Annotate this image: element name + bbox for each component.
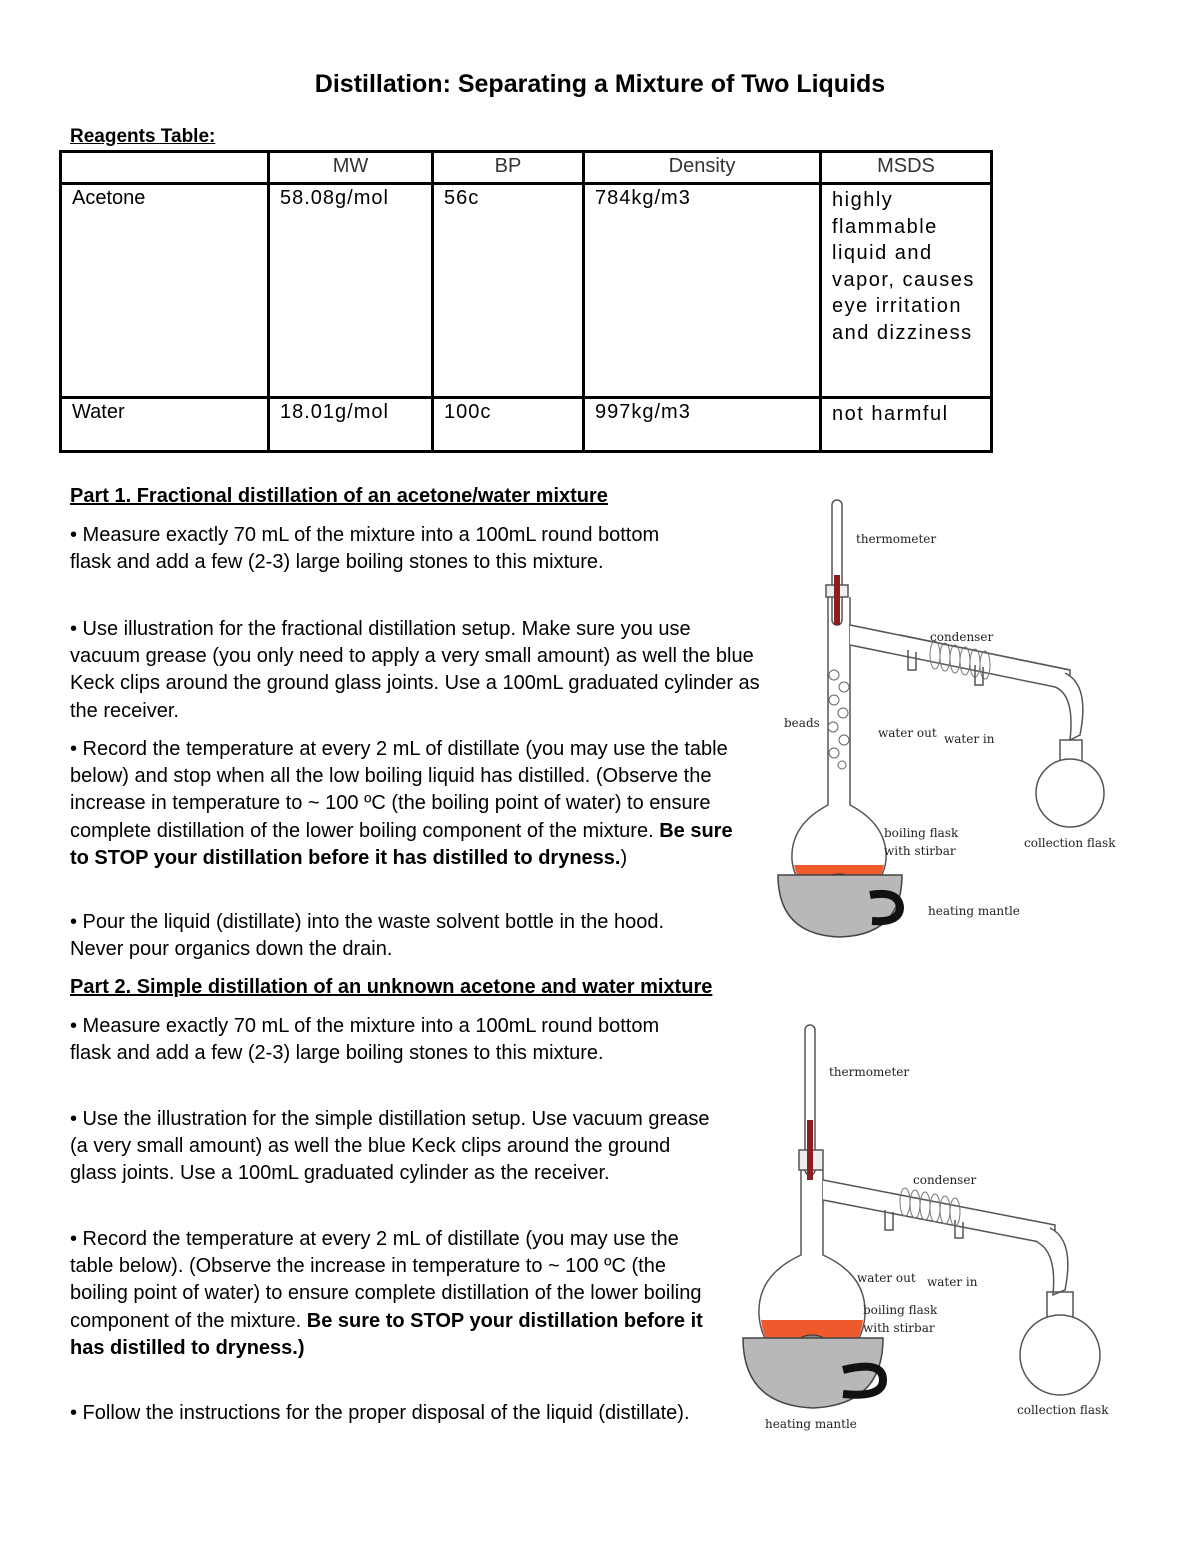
label-water-out: water out	[857, 1271, 916, 1285]
header-cell: MSDS	[821, 152, 992, 184]
part2-bullet-4: • Follow the instructions for the proper disposal of the liquid (distillate).	[70, 1402, 690, 1424]
part2-bullet-3	[70, 1226, 720, 1362]
label-collection-flask: collection flask	[1024, 836, 1116, 850]
part1-bullet-3	[70, 736, 750, 872]
label-water-out: water out	[878, 726, 937, 740]
part2-bullet-1: • Measure exactly 70 mL of the mixture into a 100mL round bottom flask and add a few (2-3) large boiling stones to this mixture.	[70, 1015, 660, 1065]
part2-heading: Part 2. Simple distillation of an unknown acetone and water mixture	[70, 976, 713, 998]
label-heating-mantle: heating mantle	[928, 904, 1020, 918]
label-collection-flask: collection flask	[1017, 1403, 1109, 1417]
label-heating-mantle: heating mantle	[765, 1417, 857, 1431]
reagent-name: Water	[61, 398, 269, 452]
label-thermometer: thermometer	[829, 1065, 910, 1079]
part1-bullet-3-tail: )	[620, 846, 628, 869]
label-condenser: condenser	[913, 1173, 977, 1187]
part1-bullet-3-warning: Be sure to STOP your distillation before it has distilled to dryness.	[70, 819, 733, 869]
label-boiling-flask: boiling flask	[884, 826, 959, 840]
label-water-in: water in	[944, 732, 995, 746]
fractional-distillation-diagram	[770, 495, 1120, 945]
condenser-icon	[823, 1180, 1055, 1245]
label-beads: beads	[784, 716, 820, 730]
collection-flask-icon	[1020, 1315, 1100, 1395]
part1-bullet-3-text: • Record the temperature at every 2 mL of distillate (you may use the table below) and stop when all the low boiling liquid has distilled. (Observe the increase in temperature to ~ 100 ºC (the boiling point of water) to ensure complete distillation of the lower boiling component of the mixture.	[70, 738, 728, 842]
header-cell	[61, 152, 269, 184]
label-boiling-flask-2: with stirbar	[863, 1321, 935, 1335]
part1-bullet-1: • Measure exactly 70 mL of the mixture into a 100mL round bottom flask and add a few (2-3) large boiling stones to this mixture.	[70, 524, 660, 574]
reagent-bp: 56c	[433, 184, 584, 398]
mercury-column	[807, 1120, 813, 1180]
page-title: Distillation: Separating a Mixture of Two Liquids	[314, 70, 886, 98]
header-cell: Density	[584, 152, 821, 184]
part2-bullet-3-warning: Be sure to STOP your distillation before it has distilled to dryness.)	[70, 1309, 703, 1359]
simple-distillation-diagram	[735, 1020, 1125, 1440]
table-header-row	[61, 152, 992, 184]
label-boiling-flask: boiling flask	[863, 1303, 938, 1317]
reagent-msds: highly flammable liquid and vapor, causes eye irritation and dizziness	[821, 184, 992, 398]
reagent-msds: not harmful	[821, 398, 992, 452]
label-thermometer: thermometer	[856, 532, 937, 546]
part1-heading: Part 1. Fractional distillation of an acetone/water mixture	[70, 485, 608, 507]
part1-bullet-4: • Pour the liquid (distillate) into the waste solvent bottle in the hood. Never pour organics down the drain.	[70, 911, 665, 961]
table-row	[61, 184, 992, 398]
label-condenser: condenser	[930, 630, 994, 644]
reagent-density: 784kg/m3	[584, 184, 821, 398]
part2-bullet-2: • Use the illustration for the simple distillation setup. Use vacuum grease (a very small amount) as well the blue Keck clips around the ground glass joints. Use a 100mL graduated cylinder as the receiver.	[70, 1108, 710, 1185]
reagent-mw: 58.08g/mol	[269, 184, 433, 398]
reagent-bp: 100c	[433, 398, 584, 452]
reagent-name: Acetone	[61, 184, 269, 398]
reagent-density: 997kg/m3	[584, 398, 821, 452]
header-cell: BP	[433, 152, 584, 184]
heating-mantle-icon	[778, 875, 902, 937]
table-row	[61, 398, 992, 452]
label-water-in: water in	[927, 1275, 978, 1289]
header-cell: MW	[269, 152, 433, 184]
reagents-table	[59, 150, 993, 453]
label-boiling-flask-2: with stirbar	[884, 844, 956, 858]
reagent-mw: 18.01g/mol	[269, 398, 433, 452]
reagents-table-label: Reagents Table:	[70, 126, 216, 147]
mercury-column	[834, 575, 840, 625]
part2-bullet-3-text: • Record the temperature at every 2 mL of distillate (you may use the table below). (Observe the increase in temperature to ~ 100 ºC (the boiling point of water) to ensure complete distillation of the lower boiling component of the mixture.	[70, 1228, 702, 1332]
collection-flask-icon	[1036, 759, 1104, 827]
part1-bullet-2: • Use illustration for the fractional distillation setup. Make sure you use vacuum grease (you only need to apply a very small amount) as well the blue Keck clips around the ground glass joints. Use a 100mL graduated cylinder as the receiver.	[70, 618, 760, 722]
